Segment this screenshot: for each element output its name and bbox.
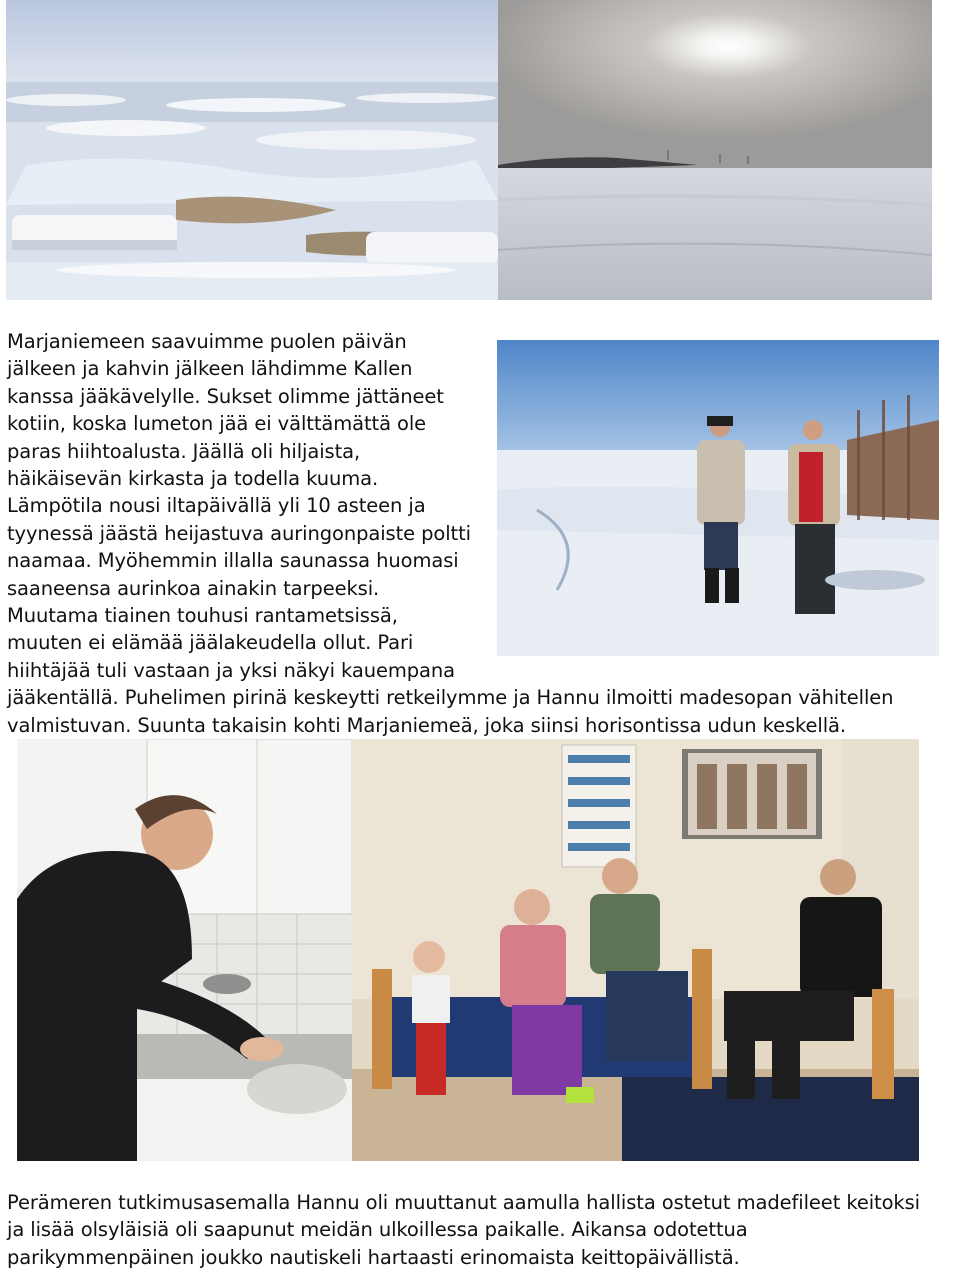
paragraph-line: Perämeren tutkimusasemalla Hannu oli muuttanut aamulla hallista ostetut madefileet keitoksi (7, 1191, 920, 1214)
paragraph-line: ja lisää olsyläisiä oli saapunut meidän ulkoillessa paikalle. Aikansa odotettua (7, 1218, 748, 1242)
paragraph-line: kotiin, koska lumeton jää ei välttämättä ole (7, 412, 427, 436)
paragraph-line: Muutama tiainen touhusi rantametsissä, (7, 604, 398, 628)
paragraph-line: paras hiihtoalusta. Jäällä oli hiljaista, (7, 439, 361, 463)
paragraph-line: Marjaniemeen saavuimme puolen päivän (7, 330, 407, 353)
paragraph-line: naamaa. Myöhemmin illalla saunassa huomasi (7, 549, 459, 573)
paragraph-line: tyynessä jäästä heijastuva auringonpaiste poltti (7, 521, 471, 545)
paragraph-line: jälkeen ja kahvin jälkeen lähdimme Kallen (7, 357, 413, 381)
paragraph-line: valmistuvan. Suunta takaisin kohti Marjaniemeä, joka siinsi horisontissa udun keskellä. (7, 713, 847, 737)
paragraph-line: Lämpötila nousi iltapäivällä yli 10 asteen ja (7, 494, 426, 518)
intro-paragraph (7, 328, 957, 739)
paragraph-line: saaneensa aurinkoa ainakin tarpeeksi. (7, 576, 380, 600)
closing-paragraph (7, 1189, 957, 1271)
photo-hazy-sun-over-ice (498, 0, 932, 300)
paragraph-line: häikäisevän kirkasta ja todella kuuma. (7, 467, 379, 491)
paragraph-line: jääkentällä. Puhelimen pirinä keskeytti retkeilymme ja Hannu ilmoitti madesopan vähitellen (7, 686, 894, 710)
photo-group-in-room (352, 739, 919, 1161)
photo-frozen-sea-ice (6, 0, 498, 300)
paragraph-line: parikymmenpäinen joukko nautiskeli hartaasti erinomaista keittopäivällistä. (7, 1245, 740, 1269)
photo-kitchen-cooking (17, 739, 352, 1161)
paragraph-line: kanssa jääkävelylle. Sukset olimme jättäneet (7, 384, 444, 408)
paragraph-line: muuten ei elämää jäälakeudella ollut. Pari (7, 631, 414, 655)
paragraph-line: hiihtäjää tuli vastaan ja yksi näkyi kauempana (7, 658, 455, 682)
